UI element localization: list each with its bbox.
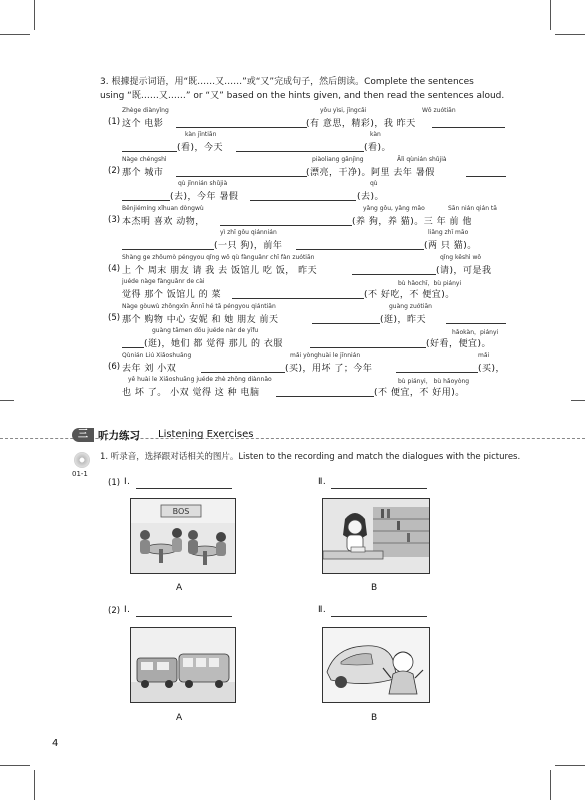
answer-label: Ⅰ. — [124, 605, 131, 615]
answer-blank[interactable] — [136, 488, 232, 489]
sentence-text: (逛)，昨天 — [380, 315, 427, 325]
answer-blank[interactable] — [352, 274, 436, 275]
answer-label: Ⅱ. — [318, 477, 327, 487]
answer-blank[interactable] — [122, 151, 177, 152]
answer-label: Ⅱ. — [318, 605, 327, 615]
answer-blank[interactable] — [432, 127, 505, 128]
section-title: 听力练习 — [98, 430, 140, 442]
sentence-text: (好看，便宜)。 — [426, 339, 492, 349]
traffic-illustration — [131, 628, 235, 702]
crop-mark — [550, 0, 551, 30]
sentence-text: 那个 购物 中心 安妮 和 她 朋友 前天 — [122, 315, 279, 325]
answer-blank[interactable] — [446, 323, 506, 324]
pinyin: guàng tāmen dōu juéde nàr de yīfu — [152, 327, 259, 334]
sentence-text: (请)，可是我 — [436, 266, 492, 276]
sentence-text: (买)，用坏 了；今年 — [285, 364, 373, 374]
picture-caption: A — [176, 713, 183, 723]
sentence-text: 这个 电影 — [122, 119, 164, 129]
sentence-text: (去)，今年 暑假 — [170, 192, 239, 202]
pinyin: piàoliang gānjìng — [312, 156, 364, 163]
sentence-text: (有 意思，精彩)，我 昨天 — [306, 119, 416, 129]
pinyin: guàng zuótiān — [389, 303, 432, 310]
picture-caption: B — [371, 713, 378, 723]
picture-caption: B — [371, 583, 378, 593]
sentence-text: (不 好吃，不 便宜)。 — [364, 290, 455, 300]
section-number-badge — [72, 428, 94, 442]
answer-blank[interactable] — [122, 200, 170, 201]
page-number: 4 — [52, 738, 59, 749]
item-number: (3) — [108, 215, 121, 225]
answer-label: Ⅰ. — [124, 477, 131, 487]
crop-mark — [571, 400, 585, 401]
sentence-text: 觉得 那个 饭馆儿 的 菜 — [122, 290, 221, 300]
pinyin: Wǒ zuótiān — [422, 107, 456, 114]
sentence-text: 上 个 周末 朋友 请 我 去 饭馆儿 吃 饭， 昨天 — [122, 266, 318, 276]
answer-blank[interactable] — [312, 323, 380, 324]
answer-blank[interactable] — [220, 225, 352, 226]
pinyin: Běnjiémíng xǐhuan dòngwù — [122, 205, 204, 212]
library-illustration — [323, 499, 429, 573]
picture-b-car-man[interactable] — [322, 627, 430, 703]
pinyin: hǎokàn，piányi — [452, 329, 499, 336]
pinyin: mǎi yònghuài le jīnnián — [290, 352, 361, 359]
section-number: 三 — [78, 429, 88, 440]
pinyin: Nàge chéngshì — [122, 156, 167, 163]
crop-mark — [555, 765, 585, 766]
picture-b-library[interactable] — [322, 498, 430, 574]
track-number: 01-1 — [72, 470, 88, 478]
answer-blank[interactable] — [331, 616, 427, 617]
sentence-text: (逛)，她们 都 觉得 那儿 的 衣服 — [144, 339, 283, 349]
picture-a-traffic[interactable] — [130, 627, 236, 703]
answer-blank[interactable] — [122, 347, 144, 348]
answer-blank[interactable] — [310, 347, 426, 348]
pinyin: kàn jīntiān — [185, 131, 217, 138]
pinyin: kàn — [370, 131, 381, 138]
answer-blank[interactable] — [466, 176, 506, 177]
pinyin: Shàng ge zhōumò péngyou qǐng wǒ qù fànguǎnr chī fàn zuótiān — [122, 254, 315, 261]
instruction-line: 3. 根據提示词语，用“既……又……”或“又”完成句子，然后朗读。Complete the sentences — [100, 77, 474, 87]
sentence-text: (养 狗，养 猫)。三 年 前 他 — [352, 217, 472, 227]
answer-blank[interactable] — [136, 616, 232, 617]
pinyin: juéde nàge fànguǎnr de cài — [122, 278, 205, 285]
answer-blank[interactable] — [122, 249, 214, 250]
answer-blank[interactable] — [232, 298, 364, 299]
crop-mark — [0, 34, 30, 35]
pinyin: Sān nián qián tā — [448, 205, 497, 212]
listening-instruction: 1. 听录音，选择跟对话相关的图片。Listen to the recording and match the dialogues with the pictures. — [100, 452, 521, 462]
exercise3-instruction — [100, 75, 520, 103]
answer-blank[interactable] — [250, 200, 356, 201]
crop-mark — [34, 0, 35, 30]
pinyin: yì zhī gǒu qiánnián — [220, 229, 277, 236]
picture-caption: A — [176, 583, 183, 593]
answer-blank[interactable] — [276, 396, 374, 397]
answer-blank[interactable] — [236, 151, 364, 152]
item-number: (6) — [108, 362, 121, 372]
item-number: (2) — [108, 166, 121, 176]
item-number: (4) — [108, 264, 121, 274]
instruction-line: using “既……又……” or “又” based on the hints given, and then read the sentences aloud. — [100, 91, 505, 101]
sentence-text: (不 便宜，不 好用)。 — [374, 388, 465, 398]
sentence-text: 那个 城市 — [122, 168, 164, 178]
pinyin: Qùnián Liú Xiǎoshuāng — [122, 352, 192, 359]
sentence-text: (买)， — [478, 364, 506, 374]
pinyin: qù jīnnián shǔjià — [178, 180, 228, 187]
answer-blank[interactable] — [176, 127, 307, 128]
crop-mark — [550, 770, 551, 800]
sentence-text: (一只 狗)，前年 — [214, 241, 283, 251]
cd-icon[interactable] — [74, 452, 90, 468]
answer-blank[interactable] — [396, 372, 478, 373]
crop-mark — [0, 765, 30, 766]
item-number: (1) — [108, 478, 121, 488]
item-number: (5) — [108, 313, 121, 323]
sentence-text: (漂亮，干净)。阿里 去年 暑假 — [306, 168, 435, 178]
pinyin: liǎng zhī māo — [428, 229, 469, 236]
sentence-text: 去年 刘 小双 — [122, 364, 177, 374]
pinyin: bù hǎochī，bù piányi — [398, 280, 462, 287]
sentence-text: (去)。 — [357, 192, 385, 202]
pinyin: Nàge gòuwù zhōngxīn Ānnī hé tā péngyou qiántiān — [122, 303, 276, 310]
section-title-en: Listening Exercises — [158, 429, 254, 440]
crop-mark — [555, 34, 585, 35]
pinyin: qù — [370, 180, 378, 187]
sentence-text: (两 只 猫)。 — [424, 241, 477, 251]
pinyin: qǐng kěshì wǒ — [440, 254, 482, 261]
answer-blank[interactable] — [296, 249, 424, 250]
pinyin: yě huài le Xiǎoshuāng juéde zhè zhǒng diànnǎo — [128, 376, 272, 383]
sentence-text: (看)，今天 — [177, 143, 224, 153]
crop-mark — [34, 770, 35, 800]
car-man-illustration — [323, 628, 429, 702]
sentence-text: 也 坏 了。 小双 觉得 这 种 电脑 — [122, 388, 260, 398]
pinyin: bù piányi， bù hǎoyòng — [398, 378, 470, 385]
picture-a-restaurant[interactable] — [130, 498, 236, 574]
item-number: (1) — [108, 117, 121, 127]
pinyin: Zhège diànyǐng — [122, 107, 169, 114]
answer-blank[interactable] — [176, 176, 307, 177]
pinyin: yǒu yìsi, jīngcǎi — [320, 107, 367, 114]
pinyin: mǎi — [478, 352, 490, 359]
crop-mark — [0, 400, 14, 401]
pinyin: Ālì qùnián shǔjià — [397, 156, 447, 163]
answer-blank[interactable] — [331, 488, 427, 489]
pinyin: yǎng gǒu, yǎng māo — [363, 205, 425, 212]
sentence-text: 本杰明 喜欢 动物， — [122, 217, 205, 227]
item-number: (2) — [108, 606, 121, 616]
restaurant-sign-text: BOS — [172, 507, 190, 516]
sentence-text: (看)。 — [364, 143, 392, 153]
restaurant-illustration — [131, 499, 235, 573]
answer-blank[interactable] — [201, 372, 285, 373]
